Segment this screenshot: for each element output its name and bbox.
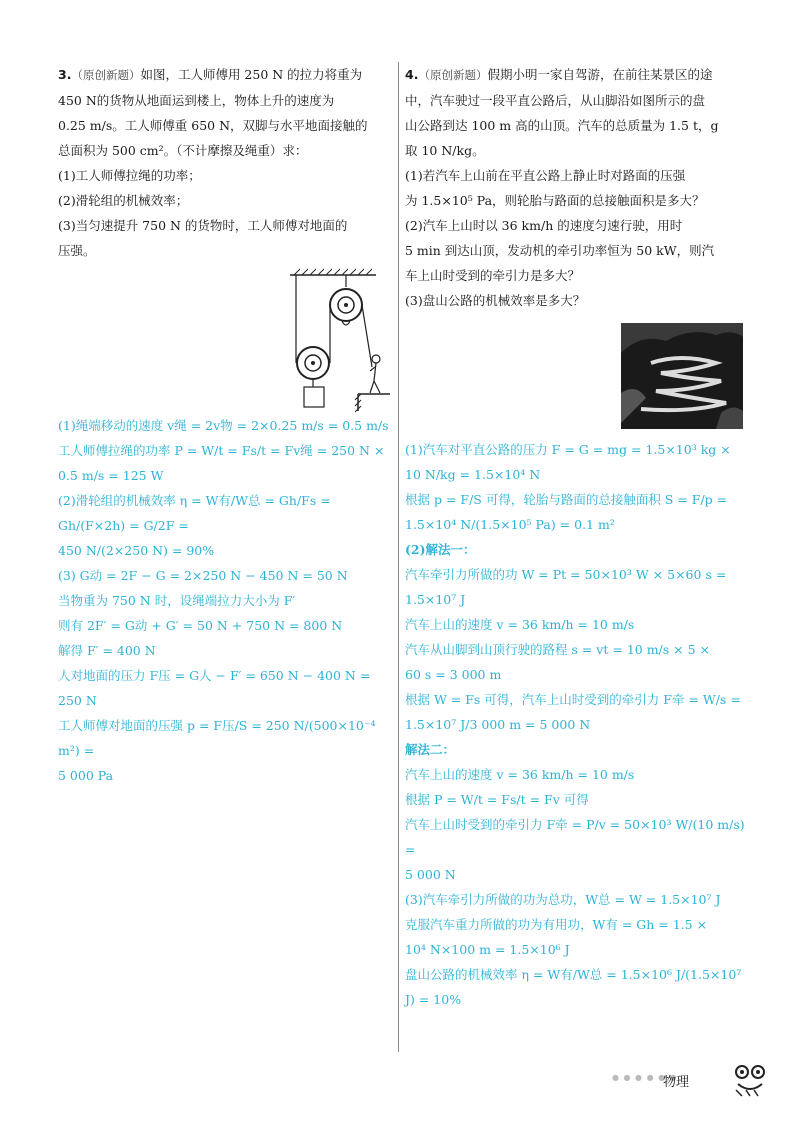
answer-line: 工人师傅拉绳的功率 P = W/t = Fs/t = Fv绳 = 250 N ×	[58, 443, 385, 458]
answer-line: 则有 2F′ = G动 + G′ = 50 N + 750 N = 800 N	[58, 618, 343, 633]
question-3-line-1: 3.（原创新题）如图，工人师傅用 250 N 的拉力将重为	[58, 67, 363, 82]
question-tag: （原创新题）	[418, 68, 488, 82]
answer-line: 解得 F′ = 400 N	[58, 643, 156, 658]
question-4-part-1-cont: 为 1.5×10⁵ Pa，则轮胎与路面的总接触面积是多大？	[405, 193, 705, 208]
answer-method-heading: (2)解法一：	[405, 542, 476, 557]
answer-line: 汽车从山脚到山顶行驶的路程 s = vt = 10 m/s × 5 ×	[405, 642, 710, 657]
answer-line: 1.5×10⁷ J	[405, 592, 466, 607]
question-4-part-3: (3)盘山公路的机械效率是多大？	[405, 293, 586, 308]
question-4-part-2: (2)汽车上山时以 36 km/h 的速度匀速行驶，用时	[405, 218, 683, 233]
answer-line: (3) G动 = 2F − G = 2×250 N − 450 N = 50 N	[58, 568, 348, 583]
answer-line: 10⁴ N×100 m = 1.5×10⁶ J	[405, 942, 570, 957]
footer-decoration: ● ● ● ● ● ●	[612, 1073, 678, 1082]
answer-line: (1)汽车对平直公路的压力 F = G = mg = 1.5×10³ kg ×	[405, 442, 731, 457]
answer-line: 根据 p = F/S 可得，轮胎与路面的总接触面积 S = F/p =	[405, 492, 728, 507]
question-4	[405, 62, 745, 1012]
answer-line: 克服汽车重力所做的功为有用功，W有 = Gh = 1.5 ×	[405, 917, 708, 932]
answer-line: 工人师傅对地面的压强 p = F压/S = 250 N/(500×10⁻⁴ m²) =	[58, 718, 376, 758]
answer-line: 根据 P = W/t = Fs/t = Fv 可得	[405, 792, 589, 807]
answer-line: 1.5×10⁴ N/(1.5×10⁵ Pa) = 0.1 m²	[405, 517, 615, 532]
answer-method-heading: 解法二：	[405, 742, 456, 757]
answer-line: 450 N/(2×250 N) = 90%	[58, 543, 215, 558]
question-4-line-4: 取 10 N/kg。	[405, 143, 485, 158]
question-4-line-2: 中，汽车驶过一段平直公路后，从山脚沿如图所示的盘	[405, 93, 706, 108]
column-divider	[398, 62, 399, 1052]
answer-line: 60 s = 3 000 m	[405, 667, 502, 682]
question-3-part-3: (3)当匀速提升 750 N 的货物时，工人师傅对地面的	[58, 218, 348, 233]
answer-line: 5 000 N	[405, 867, 456, 882]
question-4-part-2-cont2: 车上山时受到的牵引力是多大？	[405, 268, 581, 283]
answer-3	[58, 413, 393, 788]
pulley-system-figure	[58, 263, 393, 413]
answer-line: 当物重为 750 N 时，设绳端拉力大小为 F′	[58, 593, 296, 608]
publisher-logo-icon	[732, 1062, 768, 1098]
answer-line: 汽车牵引力所做的功 W = Pt = 50×10³ W × 5×60 s =	[405, 567, 727, 582]
question-3-line-2: 450 N的货物从地面运到楼上，物体上升的速度为	[58, 93, 335, 108]
question-3-line-4: 总面积为 500 cm²。（不计摩擦及绳重）求：	[58, 143, 308, 158]
question-number: 3.	[58, 67, 72, 82]
footer-subject-label: 物理	[663, 1075, 690, 1090]
answer-line: 1.5×10⁷ J/3 000 m = 5 000 N	[405, 717, 591, 732]
question-4-line-3: 山公路到达 100 m 高的山顶。汽车的总质量为 1.5 t，g	[405, 118, 719, 133]
answer-line: 10 N/kg = 1.5×10⁴ N	[405, 467, 541, 482]
answer-line: 5 000 Pa	[58, 768, 114, 783]
question-3-part-3-cont: 压强。	[58, 243, 96, 258]
answer-line: 0.5 m/s = 125 W	[58, 468, 164, 483]
question-4-part-2-cont: 5 min 到达山顶，发动机的牵引功率恒为 50 kW，则汽	[405, 243, 715, 258]
answer-line: 人对地面的压力 F压 = G人 − F′ = 650 N − 400 N = 250 N	[58, 668, 371, 708]
question-4-line-1: 4.（原创新题）假期小明一家自驾游，在前往某景区的途	[405, 67, 713, 82]
answer-line: 汽车上山时受到的牵引力 F牵 = P/v = 50×10³ W/(10 m/s) =	[405, 817, 745, 857]
answer-line: 根据 W = Fs 可得，汽车上山时受到的牵引力 F牵 = W/s =	[405, 692, 741, 707]
answer-line: (1)绳端移动的速度 v绳 = 2v物 = 2×0.25 m/s = 0.5 m/s	[58, 418, 389, 433]
question-3	[58, 62, 393, 788]
answer-line: (3)汽车牵引力所做的功为总功，W总 = W = 1.5×10⁷ J	[405, 892, 721, 907]
question-3-line-3: 0.25 m/s。工人师傅重 650 N，双脚与水平地面接触的	[58, 118, 368, 133]
answer-line: 盘山公路的机械效率 η = W有/W总 = 1.5×10⁶ J/(1.5×10⁷ J) = 10%	[405, 967, 742, 1007]
question-3-part-1: (1)工人师傅拉绳的功率；	[58, 168, 201, 183]
answer-line: (2)滑轮组的机械效率 η = W有/W总 = Gh/Fs = Gh/(F×2h) = G/2F =	[58, 493, 331, 533]
question-3-part-2: (2)滑轮组的机械效率；	[58, 193, 189, 208]
answer-line: 汽车上山的速度 v = 36 km/h = 10 m/s	[405, 617, 635, 632]
mountain-road-photo	[621, 323, 743, 429]
question-number: 4.	[405, 67, 419, 82]
answer-4	[405, 437, 745, 1012]
question-4-part-1: (1)若汽车上山前在平直公路上静止时对路面的压强	[405, 168, 686, 183]
question-tag: （原创新题）	[71, 68, 141, 82]
answer-line: 汽车上山的速度 v = 36 km/h = 10 m/s	[405, 767, 635, 782]
